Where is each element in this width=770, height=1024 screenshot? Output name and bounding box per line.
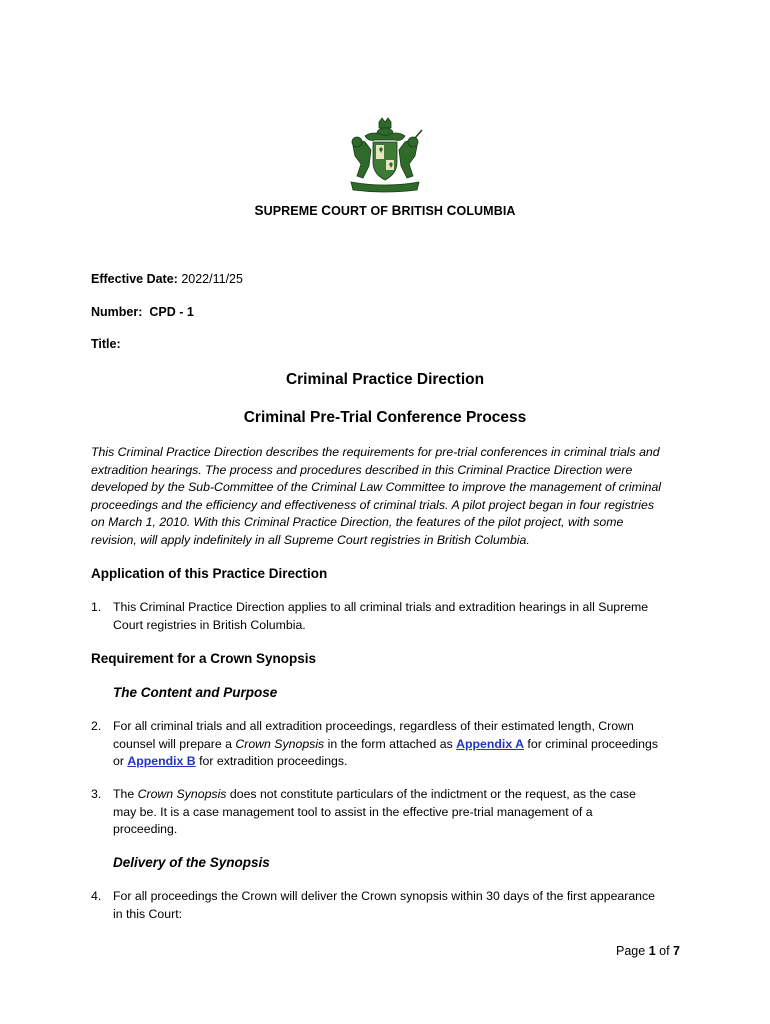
coat-of-arms-icon: [343, 116, 427, 194]
paragraph-line: counsel will prepare a Crown Synopsis in the form attached as Appendix A for criminal proceedings: [113, 736, 658, 751]
effective-date-label: Effective Date:: [91, 272, 178, 286]
sub-title: Criminal Pre-Trial Conference Process: [243, 409, 527, 426]
court-name-heading: SUPREME COURT OF BRITISH COLUMBIA: [254, 203, 516, 218]
paragraph-line: in this Court:: [113, 906, 183, 921]
number-value: CPD - 1: [149, 305, 194, 319]
paragraph-line: or Appendix B for extradition proceedings.: [113, 754, 348, 769]
paragraph-line: may be. It is a case management tool to assist in the effective pre-trial management of a: [113, 804, 593, 819]
number-label: Number:: [91, 305, 143, 319]
paragraph-line: This Criminal Practice Direction applies to all criminal trials and extradition hearings in all Supreme: [113, 600, 649, 614]
title-label: Title:: [91, 337, 121, 351]
paragraph-number: 1.: [91, 600, 102, 614]
intro-line: on March 1, 2010. With this Criminal Practice Direction, the features of the pilot project, with some: [91, 515, 624, 530]
title-line: [91, 337, 121, 351]
requirement-heading: Requirement for a Crown Synopsis: [91, 651, 317, 666]
intro-line: proceedings and the efficiency and effectiveness of criminal trials. A pilot project began in four registries: [91, 497, 654, 512]
effective-date-value: 2022/11/25: [181, 272, 243, 286]
intro-line: revision, will apply indefinitely in all Supreme Court registries in British Columbia.: [91, 532, 530, 547]
delivery-subheading: Delivery of the Synopsis: [113, 855, 270, 870]
paragraph-line: proceeding.: [113, 822, 178, 837]
appendix-a-link[interactable]: Appendix A: [456, 736, 525, 751]
intro-paragraph: [91, 444, 691, 550]
paragraph-number: 4.: [91, 889, 102, 903]
paragraph-number: 2.: [91, 719, 102, 733]
paragraph-number: 3.: [91, 787, 102, 801]
paragraph-line: The Crown Synopsis does not constitute particulars of the indictment or the request, as the case: [113, 787, 636, 801]
appendix-b-link[interactable]: Appendix B: [127, 754, 196, 769]
number-line: [91, 305, 194, 319]
content-subheading: The Content and Purpose: [113, 685, 278, 700]
paragraph-line: Court registries in British Columbia.: [113, 617, 306, 632]
main-title: Criminal Practice Direction: [285, 371, 485, 388]
page-number-footer: Page 1 of 7: [616, 944, 680, 958]
application-heading: Application of this Practice Direction: [91, 566, 328, 581]
paragraph-line: For all proceedings the Crown will deliver the Crown synopsis within 30 days of the first appearance: [113, 889, 656, 903]
paragraph-line: For all criminal trials and all extradition proceedings, regardless of their estimated length, Crown: [113, 719, 634, 733]
intro-line: This Criminal Practice Direction describes the requirements for pre-trial conferences in criminal trials and: [91, 445, 660, 459]
intro-line: extradition hearings. The process and procedures described in this Criminal Practice Direction were: [91, 462, 633, 477]
effective-date-line: [91, 272, 243, 286]
intro-line: developed by the Sub-Committee of the Criminal Law Committee to improve the management of criminal: [91, 480, 662, 495]
